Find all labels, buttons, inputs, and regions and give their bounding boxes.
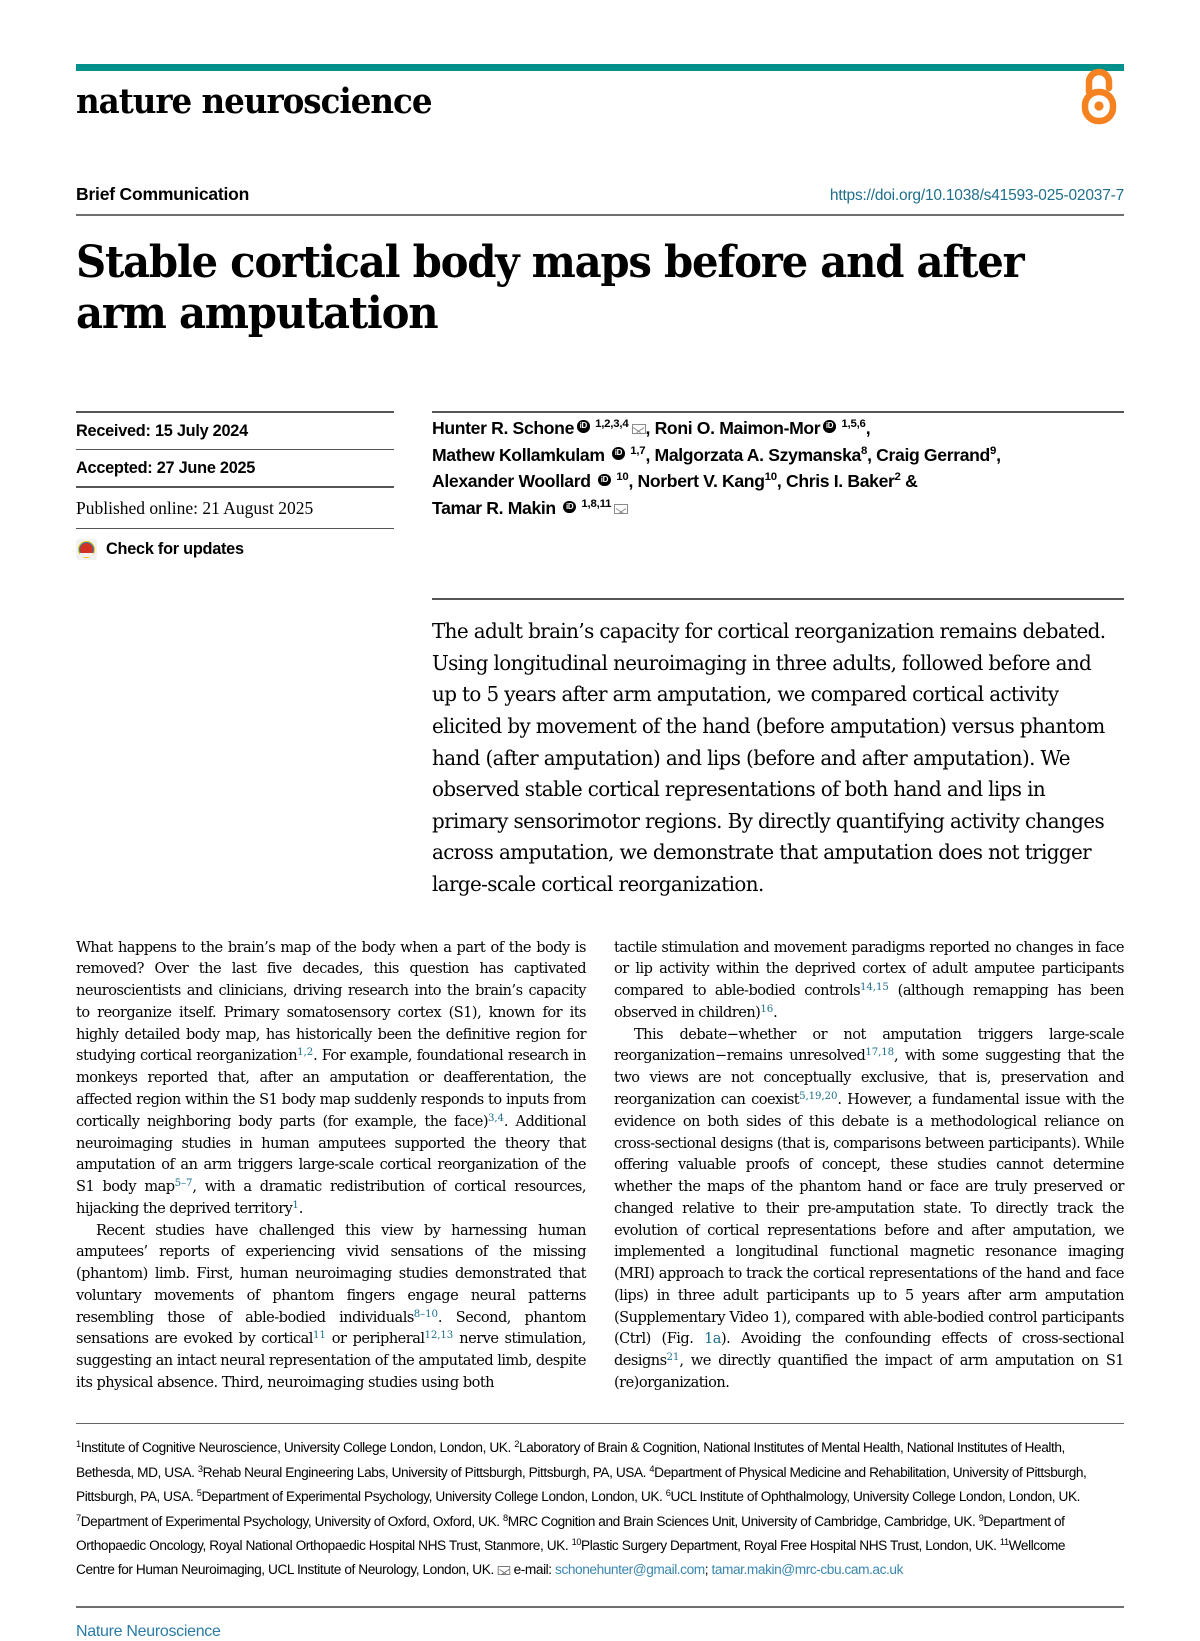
received-date: Received: 15 July 2024 [76, 421, 248, 440]
paragraph: This debate−whether or not amputation triggers large-scale reorganization−remains unresolved$^{17,18}$, with some suggesting that the two views are not conceptually exclusive, that is, preservation and reorganization can coexist$^{5,19,20}$. However, a fundamental issue with the evidence on both sides of this debate is a methodological reliance on cross-sectional designs (that is, comparisons between participants). While offering valuable proofs of concept, these studies cannot determine whether the maps of the phantom hand or face are truly preserved or changed relative to their pre-amputation state. To directly track the evolution of cortical representations before and after amputation, we implemented a longitudinal functional magnetic resonance imaging (MRI) approach to track the cortical representations of the hand and face (lips) in three adult participants up to 5 years after arm amputation (Supplementary Video 1), compared with able-bodied control participants (Ctrl) (Fig. 1a). Avoiding the confounding effects of cross-sectional designs$^{21}$, we directly quantified the impact of arm amputation on S1 (re)organization. [614, 1025, 1125, 1391]
orcid-icon[interactable] [612, 447, 625, 460]
footer-journal-link[interactable]: Nature Neuroscience [76, 1622, 221, 1640]
article-type-label: Brief Communication [76, 184, 250, 204]
paragraph: What happens to the brain’s map of the body when a part of the body is removed? Over the last five decades, this question has captivated neuroscientists and clinicians, driving research into the brain’s capacity to reorganize itself. Primary somatosensory cortex (S1), known for its highly detailed body map, has historically been the definitive region for studying cortical reorganization$^{1,2}$. For example, foundational research in monkeys reported that, after an amputation or deafferentation, the affected region within the S1 body map suddenly responds to inputs from cortically neighboring body parts (for example, the face)$^{3,4}$. Additional neuroimaging studies in human amputees supported the theory that amputation of an arm triggers large-scale cortical reorganization of the S1 body map$^{5-7}$, with a dramatic redistribution of cortical resources, hijacking the deprived territory$^1$. [76, 938, 586, 1217]
open-access-icon [1076, 68, 1122, 131]
orcid-icon[interactable] [598, 474, 611, 487]
email-link-makin: tamar.makin@mrc-cbu.cam.ac.uk [711, 1562, 903, 1579]
corresponding-author-email-icon[interactable] [614, 504, 628, 514]
check-for-updates-label: Check for updates [106, 540, 244, 559]
orcid-icon[interactable] [823, 420, 836, 433]
orcid-icon[interactable] [577, 420, 590, 433]
publication-meta [76, 411, 394, 560]
paragraph: Recent studies have challenged this view by harnessing human amputees’ reports of experiencing vivid sensations of the missing (phantom) limb. First, human neuroimaging studies demonstrated that voluntary movements of phantom fingers engage neural patterns resembling those of able-bodied individuals$^{8-10}$. Second, phantom sensations are evoked by cortical$^{11}$ or peripheral$^{12,13}$ nerve stimulation, suggesting an intact neural representation of the amputated limb, despite its physical absence. Third, neuroimaging studies using both [76, 1221, 586, 1391]
abstract-section [432, 598, 1124, 900]
journal-brand-bar [76, 64, 1124, 71]
author-list: Hunter R. Schone iD $^{1,2,3,4}$ , Roni O. Maimon-Mor iD $^{1,5,6}$, Mathew Kollamkulam iD $^{1,7}$, Malgorzata A. Szymanska$^8$, Craig Gerrand$^9$, Alexander Woollard iD $^{10}$, Norbert V. Kang$^{10}$, Chris I. Baker$^2$ & Tamar R. Makin iD $^{1,8,11}$ [432, 413, 1124, 523]
check-for-updates-button[interactable] [76, 529, 394, 560]
paragraph: tactile stimulation and movement paradigms reported no changes in face or lip activity within the deprived cortex of adult amputee participants compared to able-bodied controls$^{14,15}$ (although remapping has been observed in children)$^{16}$. [614, 938, 1124, 1021]
page-title: Stable cortical body maps before and after arm amputation [76, 237, 1024, 340]
masthead [76, 81, 1124, 131]
divider [432, 598, 1124, 600]
corresponding-author-email-icon[interactable] [632, 424, 646, 434]
body-column-right [614, 937, 1124, 1394]
journal-title: nature neuroscience [76, 81, 432, 122]
email-link-schone: schonehunter@gmail.com [555, 1562, 705, 1579]
footer-divider [76, 1606, 1124, 1608]
doi-link[interactable]: https://doi.org/10.1038/s41593-025-02037-7 [829, 187, 1124, 204]
published-date: Published online: 21 August 2025 [76, 497, 314, 518]
accepted-date: Accepted: 27 June 2025 [76, 459, 256, 478]
email-icon [498, 1566, 511, 1576]
abstract-text: The adult brain’s capacity for cortical reorganization remains debated. Using longitudinal neuroimaging in three adults, followed before and up to 5 years after arm amputation, we compared cortical activity elicited by movement of the hand (before amputation) versus phantom hand (after amputation) and lips (before and after amputation). We observed stable cortical representations of both hand and lips in primary sensorimotor regions. By directly quantifying activity changes across amputation, we demonstrate that amputation does not trigger large-scale cortical reorganization. [432, 619, 1106, 897]
orcid-icon[interactable] [563, 501, 576, 514]
affiliations-text: $^1$Institute of Cognitive Neuroscience, University College London, London, UK. $^2$Laboratory of Brain & Cognition, National Institutes of Mental Health, National Institutes of Health, Bethesda, MD, USA. $^3$Rehab Neural Engineering Labs, University of Pittsburgh, Pittsburgh, PA, USA. $^4$Department of Physical Medicine and Rehabilitation, University of Pittsburgh, Pittsburgh, PA, USA. $^5$Department of Experimental Psychology, University College London, London, UK. $^6$UCL Institute of Ophthalmology, University College London, London, UK. $^7$Department of Experimental Psychology, University of Oxford, Oxford, UK. $^8$MRC Cognition and Brain Sciences Unit, University of Cambridge, Cambridge, UK. $^9$Department of Orthopaedic Oncology, Royal National Orthopaedic Hospital NHS Trust, Stanmore, UK. $^{10}$Plastic Surgery Department, Royal Free Hospital NHS Trust, London, UK. $^{11}$Wellcome Centre for Human Neuroimaging, UCL Institute of Neurology, London, UK. e-mail: schonehunter@gmail.com; tamar.makin@mrc-cbu.cam.ac.uk [76, 1439, 1087, 1579]
meta-and-authors [76, 411, 1124, 560]
affiliations-divider [76, 1423, 1124, 1425]
crossmark-icon [76, 539, 97, 560]
body-column-left [76, 937, 586, 1394]
header-divider [76, 214, 1124, 216]
body-columns [76, 937, 1124, 1394]
authors-column [432, 411, 1124, 560]
kicker-row [76, 184, 1124, 205]
